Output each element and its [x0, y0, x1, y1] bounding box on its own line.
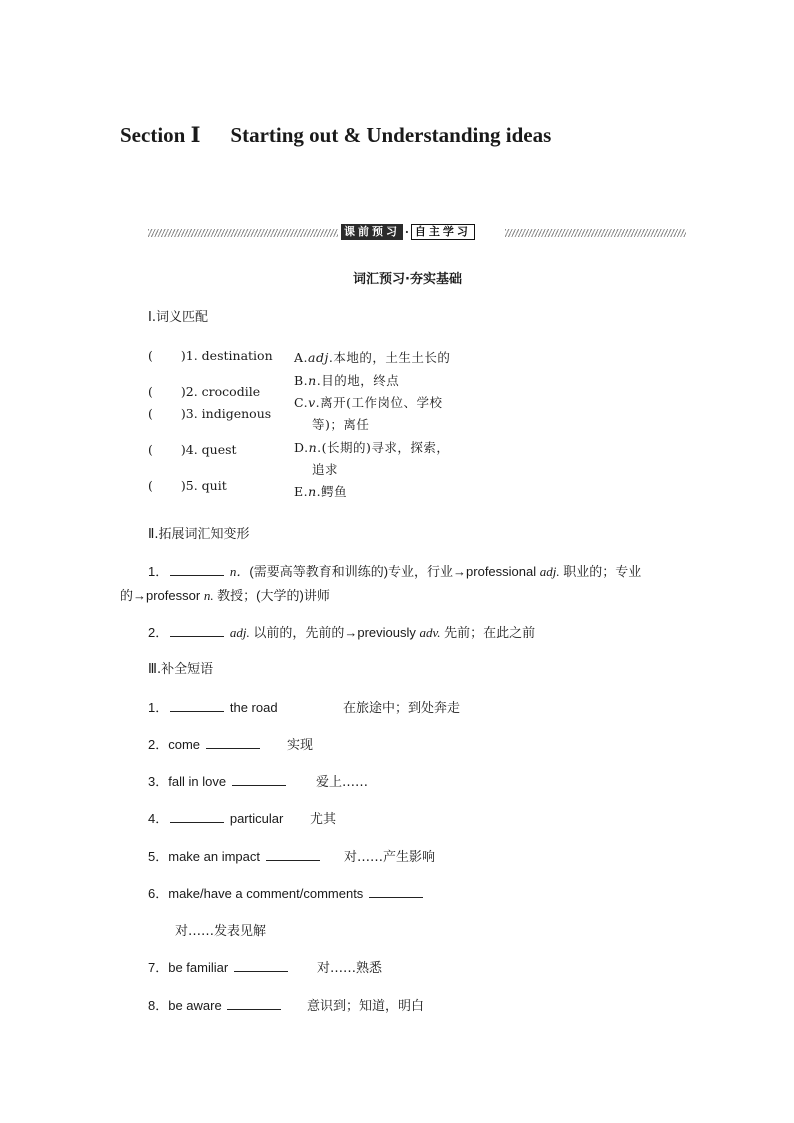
answer-blank[interactable] — [170, 700, 224, 712]
match-word-3: ( )3. indigenous — [148, 406, 272, 421]
answer-blank[interactable] — [234, 960, 288, 972]
answer-blank[interactable] — [170, 811, 224, 823]
vocab-item-1: 1． n．(需要高等教育和训练的)专业，行业→professional adj. 职业的；专业 — [148, 564, 642, 579]
match-def-c-cont: 等)；离任 — [312, 417, 370, 432]
answer-blank[interactable] — [266, 849, 320, 861]
match-word-2: ( )2. crocodile — [148, 384, 261, 399]
phrase-item-2: 2．come — [148, 734, 262, 753]
part2-heading: Ⅱ.拓展词汇知变形 — [148, 527, 250, 542]
match-word-1: ( )1. destination — [148, 348, 273, 363]
phrase-meaning-1: 在旅途中；到处奔走 — [343, 701, 461, 716]
match-word-4: ( )4. quest — [148, 442, 237, 457]
phrase-meaning-7: 对……熟悉 — [317, 961, 383, 976]
vocab-item-1-cont: 的→professor n. 教授；(大学的)讲师 — [120, 588, 330, 603]
banner-labels — [341, 224, 501, 240]
phrase-meaning-3: 爱上…… — [316, 775, 369, 790]
match-def-c: C.v.离开(工作岗位、学校 — [294, 395, 443, 410]
banner-label-selfstudy: 自主学习 — [411, 224, 475, 240]
phrase-item-8: 8．be aware — [148, 995, 283, 1014]
phrase-meaning-8: 意识到；知道，明白 — [307, 999, 425, 1014]
match-def-d-cont: 追求 — [312, 462, 339, 477]
phrase-item-3: 3．fall in love — [148, 771, 288, 790]
phrase-meaning-2: 实现 — [287, 738, 314, 753]
part3-heading: Ⅲ.补全短语 — [148, 662, 214, 677]
section-banner — [148, 224, 686, 242]
answer-blank[interactable] — [232, 774, 286, 786]
match-def-e: E.n.鳄鱼 — [294, 484, 348, 499]
match-def-d: D.n.(长期的)寻求，探索， — [294, 440, 450, 455]
match-word-5: ( )5. quit — [148, 478, 227, 493]
match-def-a: A.adj.本地的，土生土长的 — [294, 350, 451, 365]
banner-hatch-right — [505, 229, 686, 237]
answer-blank[interactable] — [227, 998, 281, 1010]
banner-hatch-left — [148, 229, 338, 237]
phrase-item-4: 4． particular — [148, 811, 284, 826]
banner-label-preview: 课前预习 — [341, 224, 403, 240]
phrase-meaning-5: 对……产生影响 — [344, 850, 436, 865]
phrase-item-7: 7．be familiar — [148, 957, 290, 976]
answer-blank[interactable] — [369, 886, 423, 898]
answer-blank[interactable] — [170, 625, 224, 637]
answer-blank[interactable] — [206, 737, 260, 749]
section-name: Starting out & Understanding ideas — [230, 123, 552, 147]
answer-blank[interactable] — [170, 564, 224, 576]
banner-dot: · — [405, 225, 409, 239]
part1-heading: Ⅰ.词义匹配 — [148, 310, 208, 325]
match-def-b: B.n.目的地，终点 — [294, 373, 400, 388]
page-title — [120, 122, 551, 148]
phrase-item-6: 6．make/have a comment/comments — [148, 883, 425, 902]
phrase-item-1: 1． the road — [148, 700, 278, 715]
phrase-meaning-6: 对……发表见解 — [175, 924, 267, 939]
phrase-meaning-4: 尤其 — [310, 812, 337, 827]
section-number: Section Ⅰ — [120, 123, 201, 147]
vocab-item-2: 2． adj. 以前的，先前的→previously adv. 先前；在此之前 — [148, 625, 536, 640]
phrase-item-5: 5．make an impact — [148, 846, 322, 865]
subheading: 词汇预习·夯实基础 — [353, 272, 462, 287]
